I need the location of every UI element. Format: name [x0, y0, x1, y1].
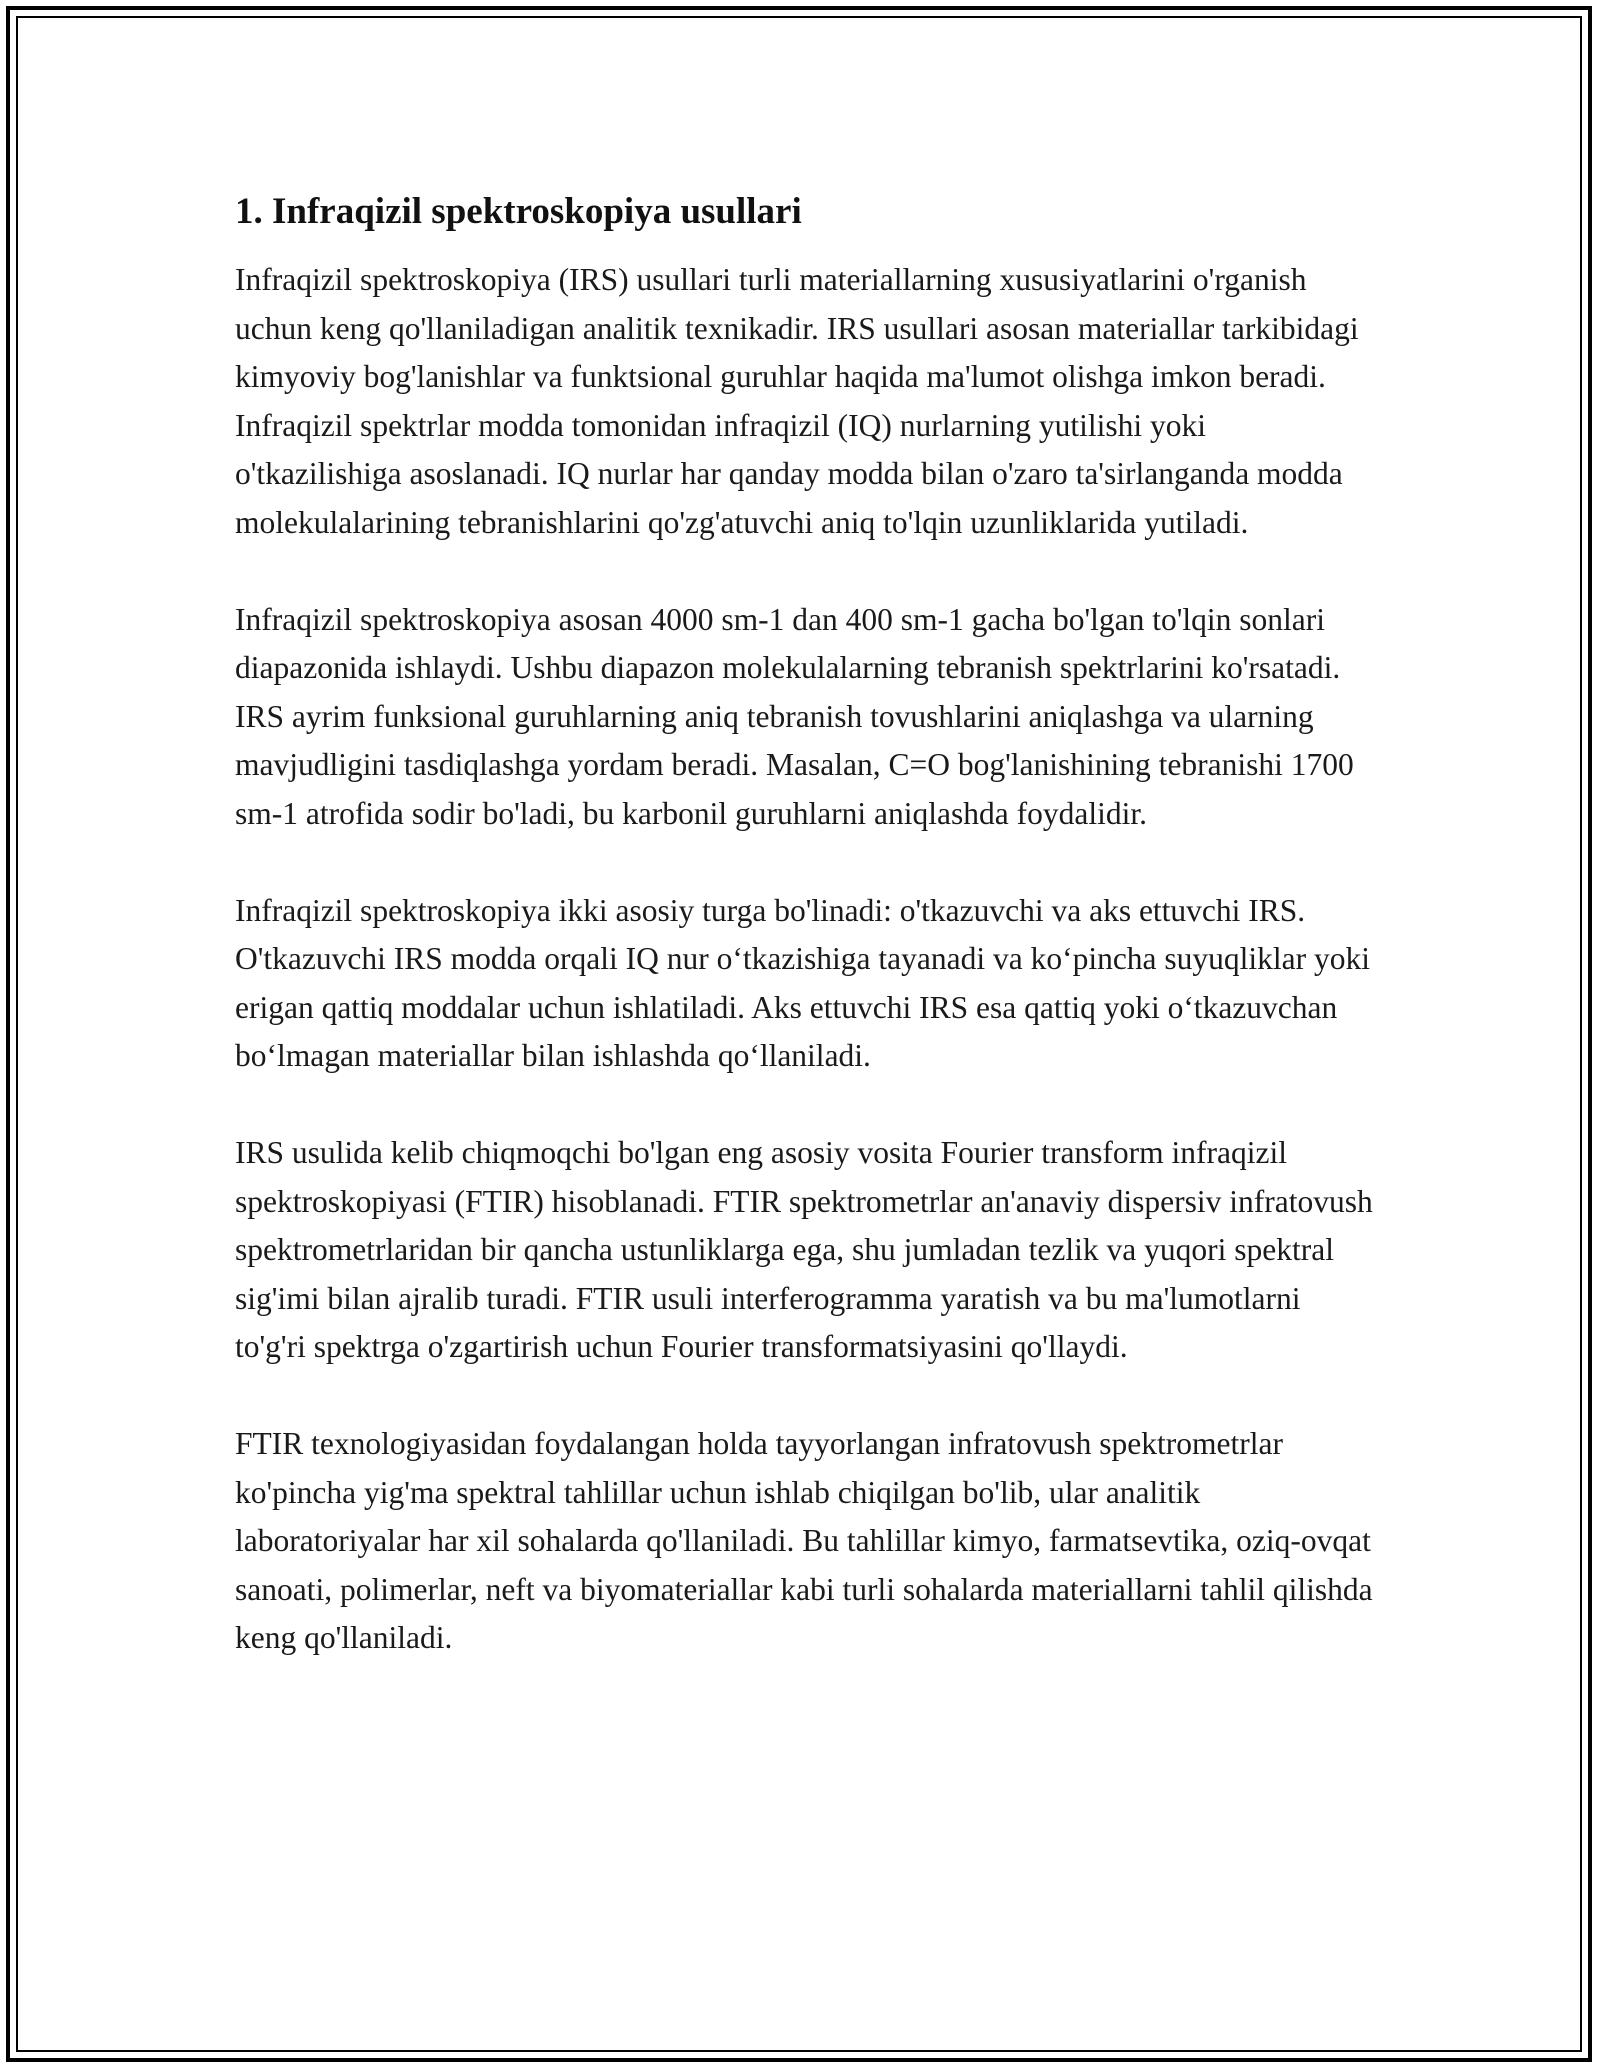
paragraph-2: Infraqizil spektroskopiya asosan 4000 sm-1 dan 400 sm-1 gacha bo'lgan to'lqin sonlari diapazonida ishlaydi. Ushbu diapazon molekulalarning tebranish spektrlarini ko'rsatadi. IRS ayrim funksional guruhlarning aniq tebranish tovushlarini aniqlashga va ularning mavjudligini tasdiqlashga yordam beradi. Masalan, C=O bog'lanishining tebranishi 1700 sm-1 atrofida sodir bo'ladi, bu karbonil guruhlarni aniqlashda foydalidir.	[235, 601, 1354, 831]
paragraph-5: FTIR texnologiyasidan foydalangan holda tayyorlangan infratovush spektrometrlar ko'pincha yig'ma spektral tahlillar uchun ishlab chiqilgan bo'lib, ular analitik laboratoriyalar har xil sohalarda qo'llaniladi. Bu tahlillar kimyo, farmatsevtika, oziq-ovqat sanoati, polimerlar, neft va biyomateriallar kabi turli sohalarda materiallarni tahlil qilishda keng qo'llaniladi.	[235, 1426, 1373, 1655]
paragraph-3: Infraqizil spektroskopiya ikki asosiy turga bo'linadi: o'tkazuvchi va aks ettuvchi IRS. O'tkazuvchi IRS modda orqali IQ nur o‘tkazishiga tayanadi va ko‘pincha suyuqliklar yoki erigan qattiq moddalar uchun ishlatiladi. Aks ettuvchi IRS esa qattiq yoki o‘tkazuvchan bo‘lmagan materiallar bilan ishlashda qo‘llaniladi.	[235, 892, 1371, 1073]
paragraph-4: IRS usulida kelib chiqmoqchi bo'lgan eng asosiy vosita Fourier transform infraqizil spektroskopiyasi (FTIR) hisoblanadi. FTIR spektrometrlar an'anaviy dispersiv infratovush spektrometrlaridan bir qancha ustunliklarga ega, shu jumladan tezlik va yuqori spektral sig'imi bilan ajralib turadi. FTIR usuli interferogramma yaratish va bu ma'lumotlarni to'g'ri spektrga o'zgartirish uchun Fourier transformatsiyasini qo'llaydi.	[235, 1135, 1373, 1364]
paragraph-1: Infraqizil spektroskopiya (IRS) usullari turli materiallarning xususiyatlarini o'rganish uchun keng qo'llaniladigan analitik texnikadir. IRS usullari asosan materiallar tarkibidagi kimyoviy bog'lanishlar va funktsional guruhlar haqida ma'lumot olishga imkon beradi. Infraqizil spektrlar modda tomonidan infraqizil (IQ) nurlarning yutilishi yoki o'tkazilishiga asoslanadi. IQ nurlar har qanday modda bilan o'zaro ta'sirlanganda modda molekulalarining tebranishlarini qo'zg'atuvchi aniq to'lqin uzunliklarida yutiladi.	[235, 262, 1359, 540]
section-heading: 1. Infraqizil spektroskopiya usullari	[235, 191, 802, 232]
document-body	[235, 188, 1375, 1711]
